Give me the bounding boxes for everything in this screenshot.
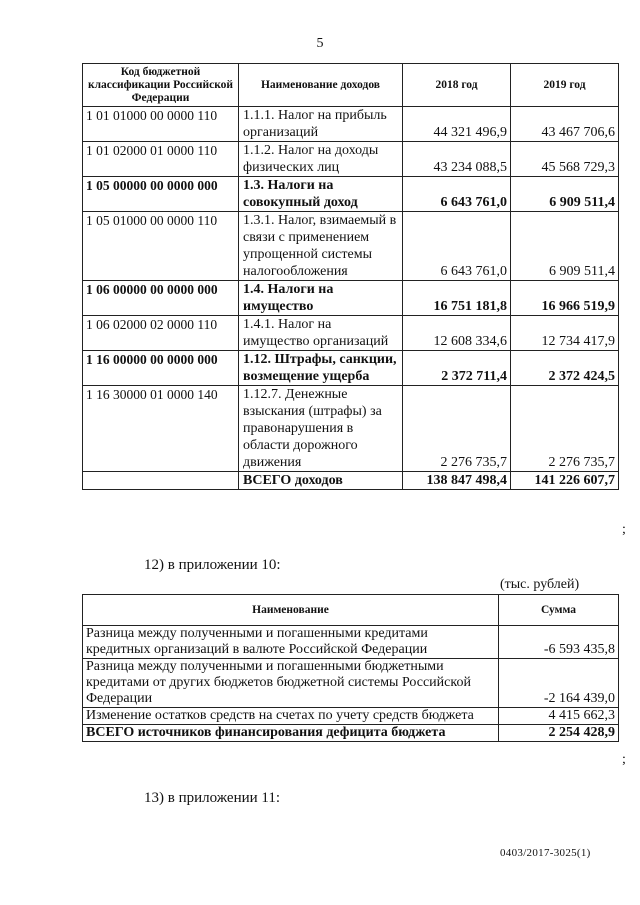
value-2019: 16 966 519,9 [511,281,619,316]
budget-code: 1 01 02000 01 0000 110 [83,142,239,177]
total-label: ВСЕГО источников финансирования дефицита бюджета [83,725,499,742]
value-2019: 45 568 729,3 [511,142,619,177]
revenue-name: 1.1.2. Налог на доходы физических лиц [239,142,403,177]
revenue-name: 1.12.7. Денежные взыскания (штрафы) за правонарушения в области дорожного движения [239,386,403,472]
value-2019: 6 909 511,4 [511,177,619,212]
budget-code: 1 01 01000 00 0000 110 [83,107,239,142]
total-row [83,472,619,490]
budget-code: 1 05 00000 00 0000 000 [83,177,239,212]
revenue-name: 1.4.1. Налог на имущество организаций [239,316,403,351]
paragraph-12: 12) в приложении 10: [144,557,281,573]
revenue-name: 1.3. Налоги на совокупный доход [239,177,403,212]
table-row [83,107,619,142]
document-code: 0403/2017-3025(1) [500,847,591,859]
total-row [83,725,619,742]
revenue-name: 1.3.1. Налог, взимаемый в связи с применением упрощенной системы налогообложения [239,212,403,281]
table-row [83,351,619,386]
value-2018: 43 234 088,5 [403,142,511,177]
header-name: Наименование [83,595,499,626]
budget-code [83,472,239,490]
source-sum: -6 593 435,8 [499,626,619,659]
total-sum: 2 254 428,9 [499,725,619,742]
budget-code: 1 16 30000 01 0000 140 [83,386,239,472]
revenue-table [82,63,619,490]
source-name: Изменение остатков средств на счетах по учету средств бюджета [83,708,499,725]
value-2018: 2 372 711,4 [403,351,511,386]
value-2018: 6 643 761,0 [403,177,511,212]
header-2018: 2018 год [403,64,511,107]
header-sum: Сумма [499,595,619,626]
value-2018: 44 321 496,9 [403,107,511,142]
total-2018: 138 847 498,4 [403,472,511,490]
revenue-table-header [83,64,619,107]
table-row [83,626,619,659]
page-number: 5 [316,36,324,51]
table1-trailing-semicolon: ; [622,522,626,537]
table-row [83,708,619,725]
table-row [83,281,619,316]
revenue-name: 1.4. Налоги на имущество [239,281,403,316]
value-2019: 6 909 511,4 [511,212,619,281]
budget-code: 1 06 00000 00 0000 000 [83,281,239,316]
value-2019: 2 276 735,7 [511,386,619,472]
source-name: Разница между полученными и погашенными бюджетными кредитами от других бюджетов бюджетной системы Российской Федерации [83,659,499,708]
value-2018: 16 751 181,8 [403,281,511,316]
table-row [83,212,619,281]
budget-code: 1 16 00000 00 0000 000 [83,351,239,386]
header-code: Код бюджетной классификации Российской Федерации [83,64,239,107]
total-label: ВСЕГО доходов [239,472,403,490]
revenue-name: 1.12. Штрафы, санкции, возмещение ущерба [239,351,403,386]
source-sum: -2 164 439,0 [499,659,619,708]
table-row [83,177,619,212]
paragraph-13: 13) в приложении 11: [144,790,281,806]
revenue-name: 1.1.1. Налог на прибыль организаций [239,107,403,142]
source-name: Разница между полученными и погашенными кредитами кредитных организаций в валюте Российской Федерации [83,626,499,659]
table2-trailing-semicolon: ; [622,752,626,767]
source-sum: 4 415 662,3 [499,708,619,725]
header-2019: 2019 год [511,64,619,107]
table-row [83,316,619,351]
unit-note: (тыс. рублей) [500,577,580,592]
value-2019: 12 734 417,9 [511,316,619,351]
table-row [83,386,619,472]
financing-table-header [83,595,619,626]
header-name: Наименование доходов [239,64,403,107]
budget-code: 1 05 01000 00 0000 110 [83,212,239,281]
value-2018: 12 608 334,6 [403,316,511,351]
table-row [83,142,619,177]
financing-table [82,594,619,742]
table-row [83,659,619,708]
value-2018: 2 276 735,7 [403,386,511,472]
value-2018: 6 643 761,0 [403,212,511,281]
value-2019: 2 372 424,5 [511,351,619,386]
total-2019: 141 226 607,7 [511,472,619,490]
value-2019: 43 467 706,6 [511,107,619,142]
budget-code: 1 06 02000 02 0000 110 [83,316,239,351]
